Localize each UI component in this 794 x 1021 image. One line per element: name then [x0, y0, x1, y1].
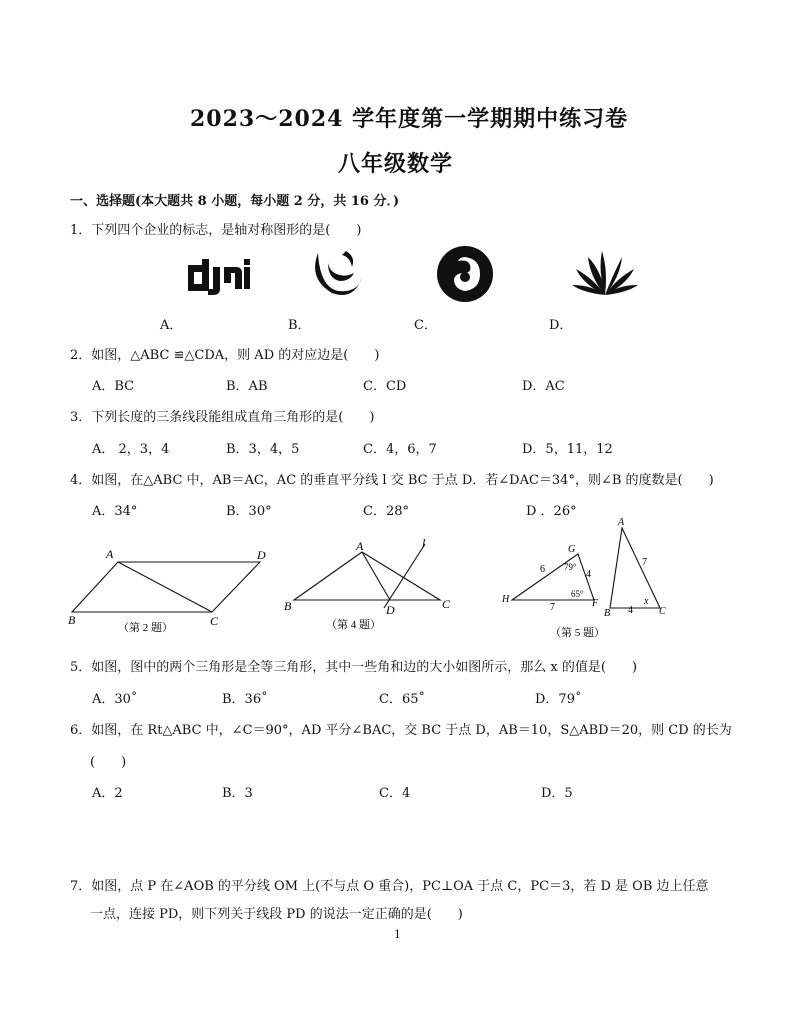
fig5-side-7a: 7	[550, 602, 555, 613]
q4-option-c: C．28°	[363, 504, 409, 519]
fig5-side-7b: 7	[642, 557, 647, 568]
q1-option-b: B．	[288, 318, 311, 333]
huawei-flower-logo	[570, 247, 640, 299]
question-5-stem: 5．如图，图中的两个三角形是全等三角形，其中一些角和边的大小如图所示，那么 x 的值是( )	[70, 660, 638, 675]
fig4-label-d: D	[386, 603, 395, 617]
fig4-label-a: A	[356, 539, 364, 553]
q6-option-a: A．2	[92, 786, 123, 801]
fig5-label-g: G	[568, 544, 576, 555]
q5-option-b: B．36˚	[222, 692, 268, 707]
section-heading: 一、选择题(本大题共 8 小题，每小题 2 分，共 16 分．)	[70, 194, 400, 209]
fig4-label-c: C	[442, 597, 451, 611]
q6-option-c: C．4	[379, 786, 411, 801]
fig4-caption: （第 4 题）	[326, 619, 381, 631]
fig2-label-c: C	[210, 614, 219, 628]
exam-subtitle: 八年级数学	[338, 151, 454, 177]
q1-option-d: D．	[549, 318, 573, 333]
fig5-label-c: C	[659, 606, 666, 617]
swirl-logo	[306, 245, 366, 301]
question-2-stem: 2．如图，△ABC ≌△CDA，则 AD 的对应边是( )	[70, 348, 380, 363]
fig5-label-x: x	[644, 596, 649, 607]
fig5-label-h: H	[502, 594, 510, 605]
q4-option-d: D ．26°	[526, 504, 577, 519]
fig5-label-b: B	[604, 608, 611, 619]
fig5-side-6: 6	[540, 564, 545, 575]
q3-option-b: B．3，4，5	[226, 442, 300, 457]
q1-option-a: A．	[160, 318, 183, 333]
fig5-angle-79: 79°	[564, 562, 577, 572]
question-7-stem-cont: 一点，连接 PD，则下列关于线段 PD 的说法一定正确的是( )	[90, 907, 463, 922]
question-3-stem: 3．下列长度的三条线段能组成直角三角形的是( )	[70, 410, 375, 425]
question-6-stem-cont: ( )	[90, 755, 127, 770]
figure-q5	[498, 512, 678, 644]
page-number: 1	[394, 928, 401, 941]
fig4-label-b: B	[284, 599, 292, 613]
fig5-angle-65: 65°	[571, 589, 584, 599]
question-4-stem: 4．如图，在△ABC 中，AB＝AC，AC 的垂直平分线 l 交 BC 于点 D．若∠DAC＝34°，则∠B 的度数是( )	[70, 473, 714, 488]
fig2-caption: （第 2 题）	[118, 622, 173, 634]
q2-option-d: D．AC	[522, 379, 565, 394]
q4-option-a: A．34°	[92, 504, 138, 519]
q5-option-d: D．79˚	[535, 692, 582, 707]
fig5-label-a: A	[618, 517, 625, 528]
fig2-label-b: B	[68, 613, 76, 627]
question-7-stem: 7．如图，点 P 在∠AOB 的平分线 OM 上(不与点 O 重合)，PC⊥OA 于点 C，PC＝3，若 D 是 OB 边上任意	[70, 879, 709, 894]
q4-option-b: B．30°	[226, 504, 272, 519]
fig2-label-a: A	[106, 547, 114, 561]
q3-option-d: D．5，11，12	[522, 442, 613, 457]
figure-q4	[280, 538, 460, 634]
fig5-caption: （第 5 题）	[550, 627, 605, 639]
fig5-side-4a: 4	[586, 569, 591, 580]
fig4-label-l: l	[422, 538, 426, 550]
q2-option-c: C．CD	[363, 379, 407, 394]
q6-option-b: B．3	[222, 786, 253, 801]
q1-option-c: C．	[414, 318, 437, 333]
circle-yinyang-logo	[436, 245, 494, 303]
question-6-stem: 6．如图，在 Rt△ABC 中，∠C＝90°，AD 平分∠BAC，交 BC 于点 D，AB＝10，S△ABD＝20，则 CD 的长为	[70, 723, 732, 738]
q5-option-c: C．65˚	[379, 692, 425, 707]
q3-option-c: C．4，6，7	[363, 442, 437, 457]
fig5-side-4b: 4	[628, 605, 633, 616]
q2-option-a: A．BC	[92, 379, 135, 394]
fig5-label-f: F	[592, 598, 599, 609]
question-1-stem: 1．下列四个企业的标志，是轴对称图形的是( )	[70, 223, 362, 238]
q3-option-a: A． 2，3，4	[92, 442, 170, 457]
figure-q2	[64, 542, 284, 636]
q2-option-b: B．AB	[226, 379, 268, 394]
q6-option-d: D．5	[541, 786, 573, 801]
dji-logo	[182, 255, 252, 297]
fig2-label-d: D	[257, 548, 266, 562]
exam-title: 2023～2024 学年度第一学期期中练习卷	[190, 106, 629, 132]
q5-option-a: A．30˚	[92, 692, 138, 707]
